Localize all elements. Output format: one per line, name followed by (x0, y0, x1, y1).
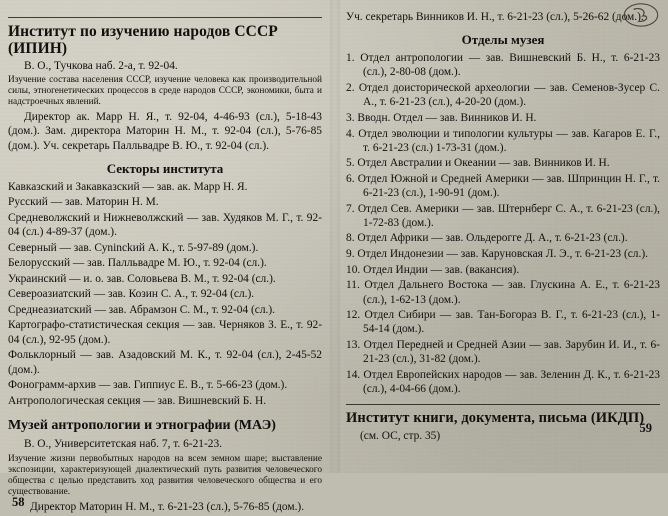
sector-item: Североазиатский — зав. Козин С. А., т. 92-04 (сл.). (8, 288, 255, 301)
sector-item: Северный — зав. Суninckий А. К., т. 5-97-89 (дом.). (8, 241, 259, 254)
institute-address: В. О., Тучкова наб. 2-а, т. 92-04. (24, 59, 178, 72)
museum-description: Изучение жизни первобытных народов на всем земном шаре; выставление экспозиции, характеризующей диалектический путь развития человеческого общества с целью представить ход развития человеческого общества и его существование. (8, 453, 322, 497)
department-item: 1. Отдел антропологии — зав. Вишневский Б. Н., т. 6-21-23 (сл.), 2-80-08 (дом.). (346, 52, 660, 79)
department-item: 3. Вводн. Отдел — зав. Винников И. Н. (346, 111, 537, 124)
department-item: 6. Отдел Южной и Средней Америки — зав. Шпринцин Н. Г., т. 6-21-23 (сл.), 1-90-91 (дом.). (346, 172, 660, 200)
header-rule-left (8, 17, 322, 18)
department-item: 8. Отдел Африки — зав. Ольдерогге Д. А., т. 6-21-23 (сл.). (346, 232, 628, 245)
right-page-column (336, 0, 668, 442)
department-item: 5. Отдел Австралии и Океании — зав. Винников И. Н. (346, 157, 610, 170)
sector-item: Фонограмм-архив — зав. Гиппиус Е. В., т. 5-66-23 (дом.). (8, 379, 288, 392)
institute-title: Институт по изучению народов СССР (ИПИН) (8, 23, 278, 58)
ikdp-title: Институт книги, документа, письма (ИКДП) (346, 410, 645, 427)
institute-description: Изучение состава населения СССР, изучение человека как производительной силы, этногенетических процессов в среде народов СССР, экономики, быта и надстроечных явлений. (8, 75, 322, 108)
department-item: 14. Отдел Европейских народов — зав. Зеленин Д. К., т. 6-21-23 (сл.), 4-04-66 (дом.). (346, 368, 660, 395)
institute-directors: Директор ак. Марр Н. Я., т. 92-04, 4-46-93 (сл.), 5-18-43 (дом.). Зам. директора Маторин Н. М., т. 92-04 (сл.), 5-76-85 (дом.). Уч. секретарь Палльвадре В. Ю., т. 92-04 (сл.). (8, 110, 322, 152)
left-page-column (0, 0, 332, 516)
sector-item: Белорусский — зав. Палльвадре М. Ю., т. 92-04 (сл.). (8, 257, 267, 270)
museum-address: В. О., Университетская наб. 7, т. 6-21-23. (24, 438, 222, 451)
museum-title: Музей антропологии и этнографии (МАЭ) (8, 418, 276, 434)
department-item: 13. Отдел Передней и Средней Азии — зав. Зарубин И. И., т. 6-21-23 (сл.), 31-82 (дом.). (346, 338, 660, 366)
sector-item: Средневолжский и Нижневолжский — зав. Худяков М. Г., т. 92-04 (сл.) 4-89-37 (дом.). (8, 211, 322, 239)
department-item: 7. Отдел Сев. Америки — зав. Штернберг С. А., т. 6-21-23 (сл.), 1-72-83 (дом.). (346, 202, 660, 229)
sector-item: Антропологическая секция — зав. Вишневский Б. Н. (8, 394, 267, 407)
page-number-right: 59 (639, 421, 652, 436)
department-item: 4. Отдел эволюции и типологии культуры — зав. Кагаров Е. Г., т. 6-21-23 (сл.) 1-73-31 (дом.). (346, 127, 660, 154)
sector-item: Кавказский и Закавказский — зав. ак. Марр Н. Я. (8, 181, 248, 193)
secretary-line: Уч. секретарь Винников И. Н., т. 6-21-23 (сл.), 5-26-62 (дом.). (346, 11, 644, 23)
ikdp-note: (см. ОС, стр. 35) (360, 430, 441, 443)
sectors-heading: Секторы института (106, 161, 224, 177)
sector-item: Украинский — и. о. зав. Соловьева В. М., т. 92-04 (сл.). (8, 272, 276, 285)
departments-heading: Отделы музея (461, 32, 545, 48)
section-rule-right (346, 404, 660, 405)
department-item: 2. Отдел доисторической археологии — зав. Семенов-Зусер С. А., т. 6-21-23 (сл.), 4-20-20 (дом.). (346, 82, 660, 109)
handwritten-mark-icon (622, 2, 660, 28)
page-number-left: 58 (12, 494, 25, 509)
sector-item: Русский — зав. Маторин Н. М. (8, 196, 159, 209)
department-item: 9. Отдел Индонезии — зав. Каруновская Л. Э., т. 6-21-23 (сл.). (346, 248, 648, 261)
department-item: 10. Отдел Индии — зав. (вакансия). (346, 263, 520, 276)
department-item: 11. Отдел Дальнего Востока — зав. Глускина А. Е., т. 6-21-23 (сл.), 1-62-13 (дом.). (346, 279, 660, 306)
sector-item: Среднеазиатский — зав. Абрамзон С. М., т. 92-04 (сл.). (8, 303, 276, 316)
sector-item: Картографо-статистическая секция — зав. Черняков З. Е., т. 92-04 (сл.), 92-95 (дом.). (8, 319, 322, 346)
sector-item: Фольклорный — зав. Азадовский М. К., т. 92-04 (сл.), 2-45-52 (дом.). (8, 349, 322, 376)
museum-director: Директор Маторин Н. М., т. 6-21-23 (сл.), 5-76-85 (дом.). (30, 500, 305, 513)
department-item: 12. Отдел Сибири — зав. Тан-Богораз В. Г., т. 6-21-23 (сл.), 1-54-14 (дом.). (346, 309, 660, 336)
